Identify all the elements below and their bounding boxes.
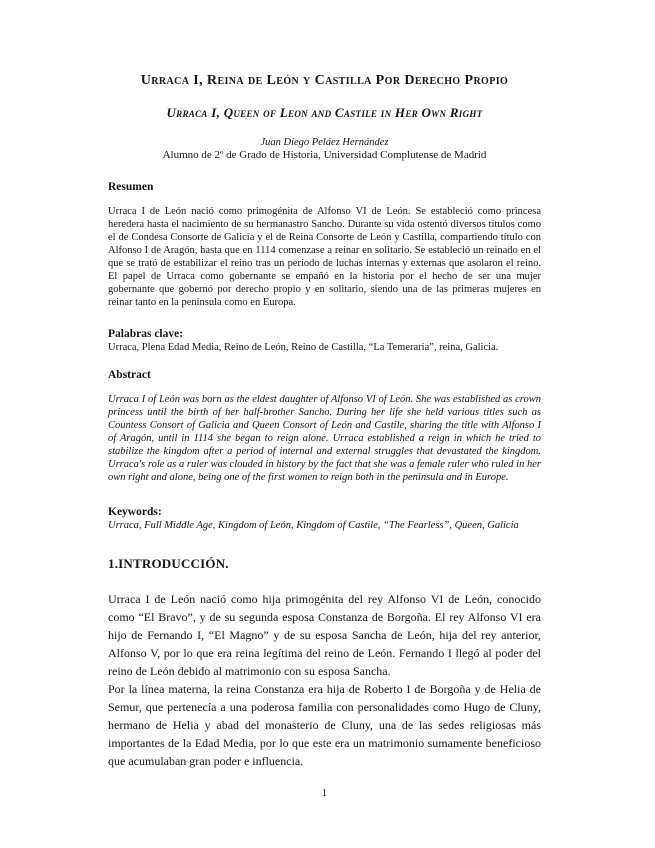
page-number: 1 <box>321 787 328 799</box>
paper-title-spanish: Urraca I, Reina de León y Castilla Por Derecho Propio <box>140 73 509 88</box>
author-name: Juan Diego Peláez Hernández <box>260 137 389 148</box>
keywords-text: Urraca, Full Middle Age, Kingdom of León, Kingdom of Castile, “The Fearless”, Queen, Galicia <box>108 520 519 531</box>
abstract-heading: Abstract <box>108 369 151 381</box>
resumen-heading: Resumen <box>108 181 154 193</box>
introduction-heading: 1.INTRODUCCIÓN. <box>108 556 229 571</box>
keywords-heading: Keywords: <box>108 506 162 518</box>
introduction-paragraph-2: Por la línea materna, la reina Constanza era hija de Roberto I de Borgoña y de Helia de Semur, que pertenecía a una poderosa familia con personalidades como Hugo de Cluny, hermano de Helia y abad del monasterio de Cluny, una de las sedes religiosas más importantes de la Edad Media, por lo que este era un matrimonio sumamente beneficioso que acumulaban gran poder e influencia. <box>108 682 541 768</box>
resumen-text: Urraca I de León nació como primogénita de Alfonso VI de León. Se estableció como princesa heredera hasta el nacimiento de su hermanastro Sancho. Durante su vida ostentó diversos títulos como el de Condesa Consorte de Galicia y el de Reina Consorte de León y Castilla, compartiendo título con Alfonso I de Aragón, hasta que en 1114 comenzase a reinar en solitario. Se estableció un reinado en el que se trató de estabilizar el reino tras un periodo de luchas internas y externas que asolaron el reino. El papel de Urraca como gobernante se empañó en la historia por el hecho de ser una mujer gobernante que gobernó por derecho propio y en solitario, siendo una de las primeras mujeres en reinar tanto en la península como en Europa. <box>108 206 541 308</box>
author-affiliation: Alumno de 2º de Grado de Historia, Universidad Complutense de Madrid <box>162 149 487 161</box>
paper-title-english: Urraca I, Queen of Leon and Castile in Her Own Right <box>166 105 483 120</box>
palabras-clave-text: Urraca, Plena Edad Media, Reino de León, Reino de Castilla, “La Temeraria”, reina, Galicia. <box>108 342 499 353</box>
palabras-clave-heading: Palabras clave: <box>108 328 184 340</box>
introduction-paragraph-1: Urraca I de León nació como hija primogénita del rey Alfonso VI de León, conocido como “El Bravo”, y de su segunda esposa Constanza de Borgoña. El rey Alfonso VI era hijo de Fernando I, “El Magno” y de su esposa Sancha de León, hija del rey anterior, Alfonso V, por lo que era reina legítima del reino de León. Fernando I llegó al poder del reino de León debido al matrimonio con su esposa Sancha. <box>108 592 541 678</box>
abstract-text: Urraca I of León was born as the eldest daughter of Alfonso VI of León. She was established as crown princess until the birth of her half-brother Sancho. During her life she held various titles such as Countess Consort of Galicia and Queen Consort of León and Castile, sharing the title with Alfonso I of Aragón, until in 1114 she began to reign alone. Urraca established a reign in which he tried to stabilize the kingdom after a period of internal and external struggles that devastated the kingdom. Urraca's role as a ruler was clouded in history by the fact that she was a female ruler who ruled in her own right and alone, being one of the first women to reign both in the peninsula and in Europe. <box>108 394 541 483</box>
